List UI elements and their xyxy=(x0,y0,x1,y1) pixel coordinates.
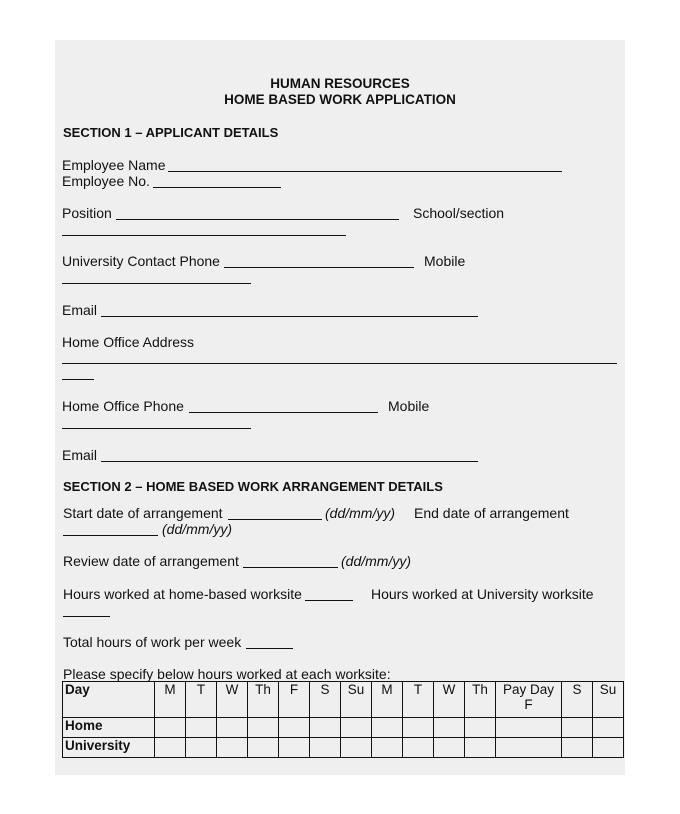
review-date-label: Review date of arrangement xyxy=(63,553,239,569)
section1-heading: SECTION 1 – APPLICANT DETAILS xyxy=(63,125,279,140)
hours-cell[interactable] xyxy=(562,718,593,738)
hours-cell[interactable] xyxy=(496,718,562,738)
hours-home-label: Hours worked at home-based worksite xyxy=(63,586,302,602)
hours-cell[interactable] xyxy=(496,738,562,758)
row-label-home: Home xyxy=(63,718,155,738)
home-office-address-label: Home Office Address xyxy=(62,334,195,350)
table-row xyxy=(63,718,624,738)
end-date-format: (dd/mm/yy) xyxy=(162,521,232,537)
email-line[interactable] xyxy=(101,316,478,317)
hours-cell[interactable] xyxy=(217,738,248,758)
hours-cell[interactable] xyxy=(248,738,279,758)
hours-cell[interactable] xyxy=(562,738,593,758)
hours-university-label: Hours worked at University worksite xyxy=(371,586,594,602)
position-line[interactable] xyxy=(116,219,399,220)
header-cell: Th xyxy=(465,682,496,718)
hours-cell[interactable] xyxy=(403,738,434,758)
section2-heading: SECTION 2 – HOME BASED WORK ARRANGEMENT DETAILS xyxy=(63,479,443,494)
hours-cell[interactable] xyxy=(155,718,186,738)
header-cell: T xyxy=(186,682,217,718)
header-cell: Su xyxy=(341,682,372,718)
hours-cell[interactable] xyxy=(341,718,372,738)
university-contact-phone-label: University Contact Phone xyxy=(62,253,220,269)
start-date-label: Start date of arrangement xyxy=(63,505,223,521)
hours-cell[interactable] xyxy=(465,738,496,758)
mobile-line[interactable] xyxy=(62,283,251,284)
header-cell: Th xyxy=(248,682,279,718)
header-cell: F xyxy=(279,682,310,718)
header-cell: W xyxy=(434,682,465,718)
hours-cell[interactable] xyxy=(217,718,248,738)
header-cell: M xyxy=(155,682,186,718)
email-label: Email xyxy=(62,302,98,318)
header-cell: S xyxy=(562,682,593,718)
home-office-address-line-2[interactable] xyxy=(62,379,94,380)
total-hours-line[interactable] xyxy=(246,648,293,649)
hours-table-header-row xyxy=(63,682,624,718)
specify-hours-label: Please specify below hours worked at each worksite: xyxy=(63,666,391,682)
hours-home-line[interactable] xyxy=(305,600,353,601)
hours-cell[interactable] xyxy=(372,718,403,738)
hours-cell[interactable] xyxy=(279,738,310,758)
employee-no-label: Employee No. xyxy=(62,173,150,189)
email-label-2: Email xyxy=(62,447,98,463)
form-title-line2: HOME BASED WORK APPLICATION xyxy=(224,92,456,107)
hours-cell[interactable] xyxy=(465,718,496,738)
hours-university-line[interactable] xyxy=(63,616,110,617)
start-date-line[interactable] xyxy=(228,519,322,520)
employee-no-line[interactable] xyxy=(153,187,281,188)
email-line-2[interactable] xyxy=(101,461,478,462)
home-office-phone-line[interactable] xyxy=(189,412,378,413)
review-date-format: (dd/mm/yy) xyxy=(341,553,411,569)
employee-name-line[interactable] xyxy=(168,171,562,172)
hours-cell[interactable] xyxy=(248,718,279,738)
mobile-line-2[interactable] xyxy=(62,428,251,429)
home-office-address-line[interactable] xyxy=(62,363,617,364)
position-label: Position xyxy=(62,205,112,221)
home-office-phone-label: Home Office Phone xyxy=(62,398,184,414)
school-section-label: School/section xyxy=(413,205,505,221)
hours-cell[interactable] xyxy=(310,738,341,758)
header-cell: M xyxy=(372,682,403,718)
hours-cell[interactable] xyxy=(372,738,403,758)
header-cell-payday: Pay Day F xyxy=(496,682,562,718)
mobile-label-2: Mobile xyxy=(388,398,430,414)
table-row xyxy=(63,738,624,758)
school-section-line[interactable] xyxy=(62,235,346,236)
mobile-label: Mobile xyxy=(424,253,466,269)
header-cell: Su xyxy=(593,682,624,718)
total-hours-label: Total hours of work per week xyxy=(63,634,242,650)
hours-cell[interactable] xyxy=(186,738,217,758)
university-contact-phone-line[interactable] xyxy=(224,267,414,268)
row-label-university: University xyxy=(63,738,155,758)
employee-name-label: Employee Name xyxy=(62,157,166,173)
hours-cell[interactable] xyxy=(186,718,217,738)
form-sheet xyxy=(55,40,625,775)
header-cell: T xyxy=(403,682,434,718)
hours-cell[interactable] xyxy=(434,738,465,758)
header-cell: W xyxy=(217,682,248,718)
hours-cell[interactable] xyxy=(155,738,186,758)
review-date-line[interactable] xyxy=(243,567,338,568)
hours-cell[interactable] xyxy=(403,718,434,738)
header-day: Day xyxy=(63,682,155,718)
form-title-line1: HUMAN RESOURCES xyxy=(270,76,410,91)
start-date-format: (dd/mm/yy) xyxy=(325,505,395,521)
hours-cell[interactable] xyxy=(434,718,465,738)
hours-cell[interactable] xyxy=(593,738,624,758)
hours-cell[interactable] xyxy=(341,738,372,758)
header-cell: S xyxy=(310,682,341,718)
hours-cell[interactable] xyxy=(310,718,341,738)
hours-table xyxy=(62,681,624,758)
end-date-label: End date of arrangement xyxy=(414,505,569,521)
end-date-line[interactable] xyxy=(63,535,158,536)
hours-cell[interactable] xyxy=(593,718,624,738)
hours-cell[interactable] xyxy=(279,718,310,738)
